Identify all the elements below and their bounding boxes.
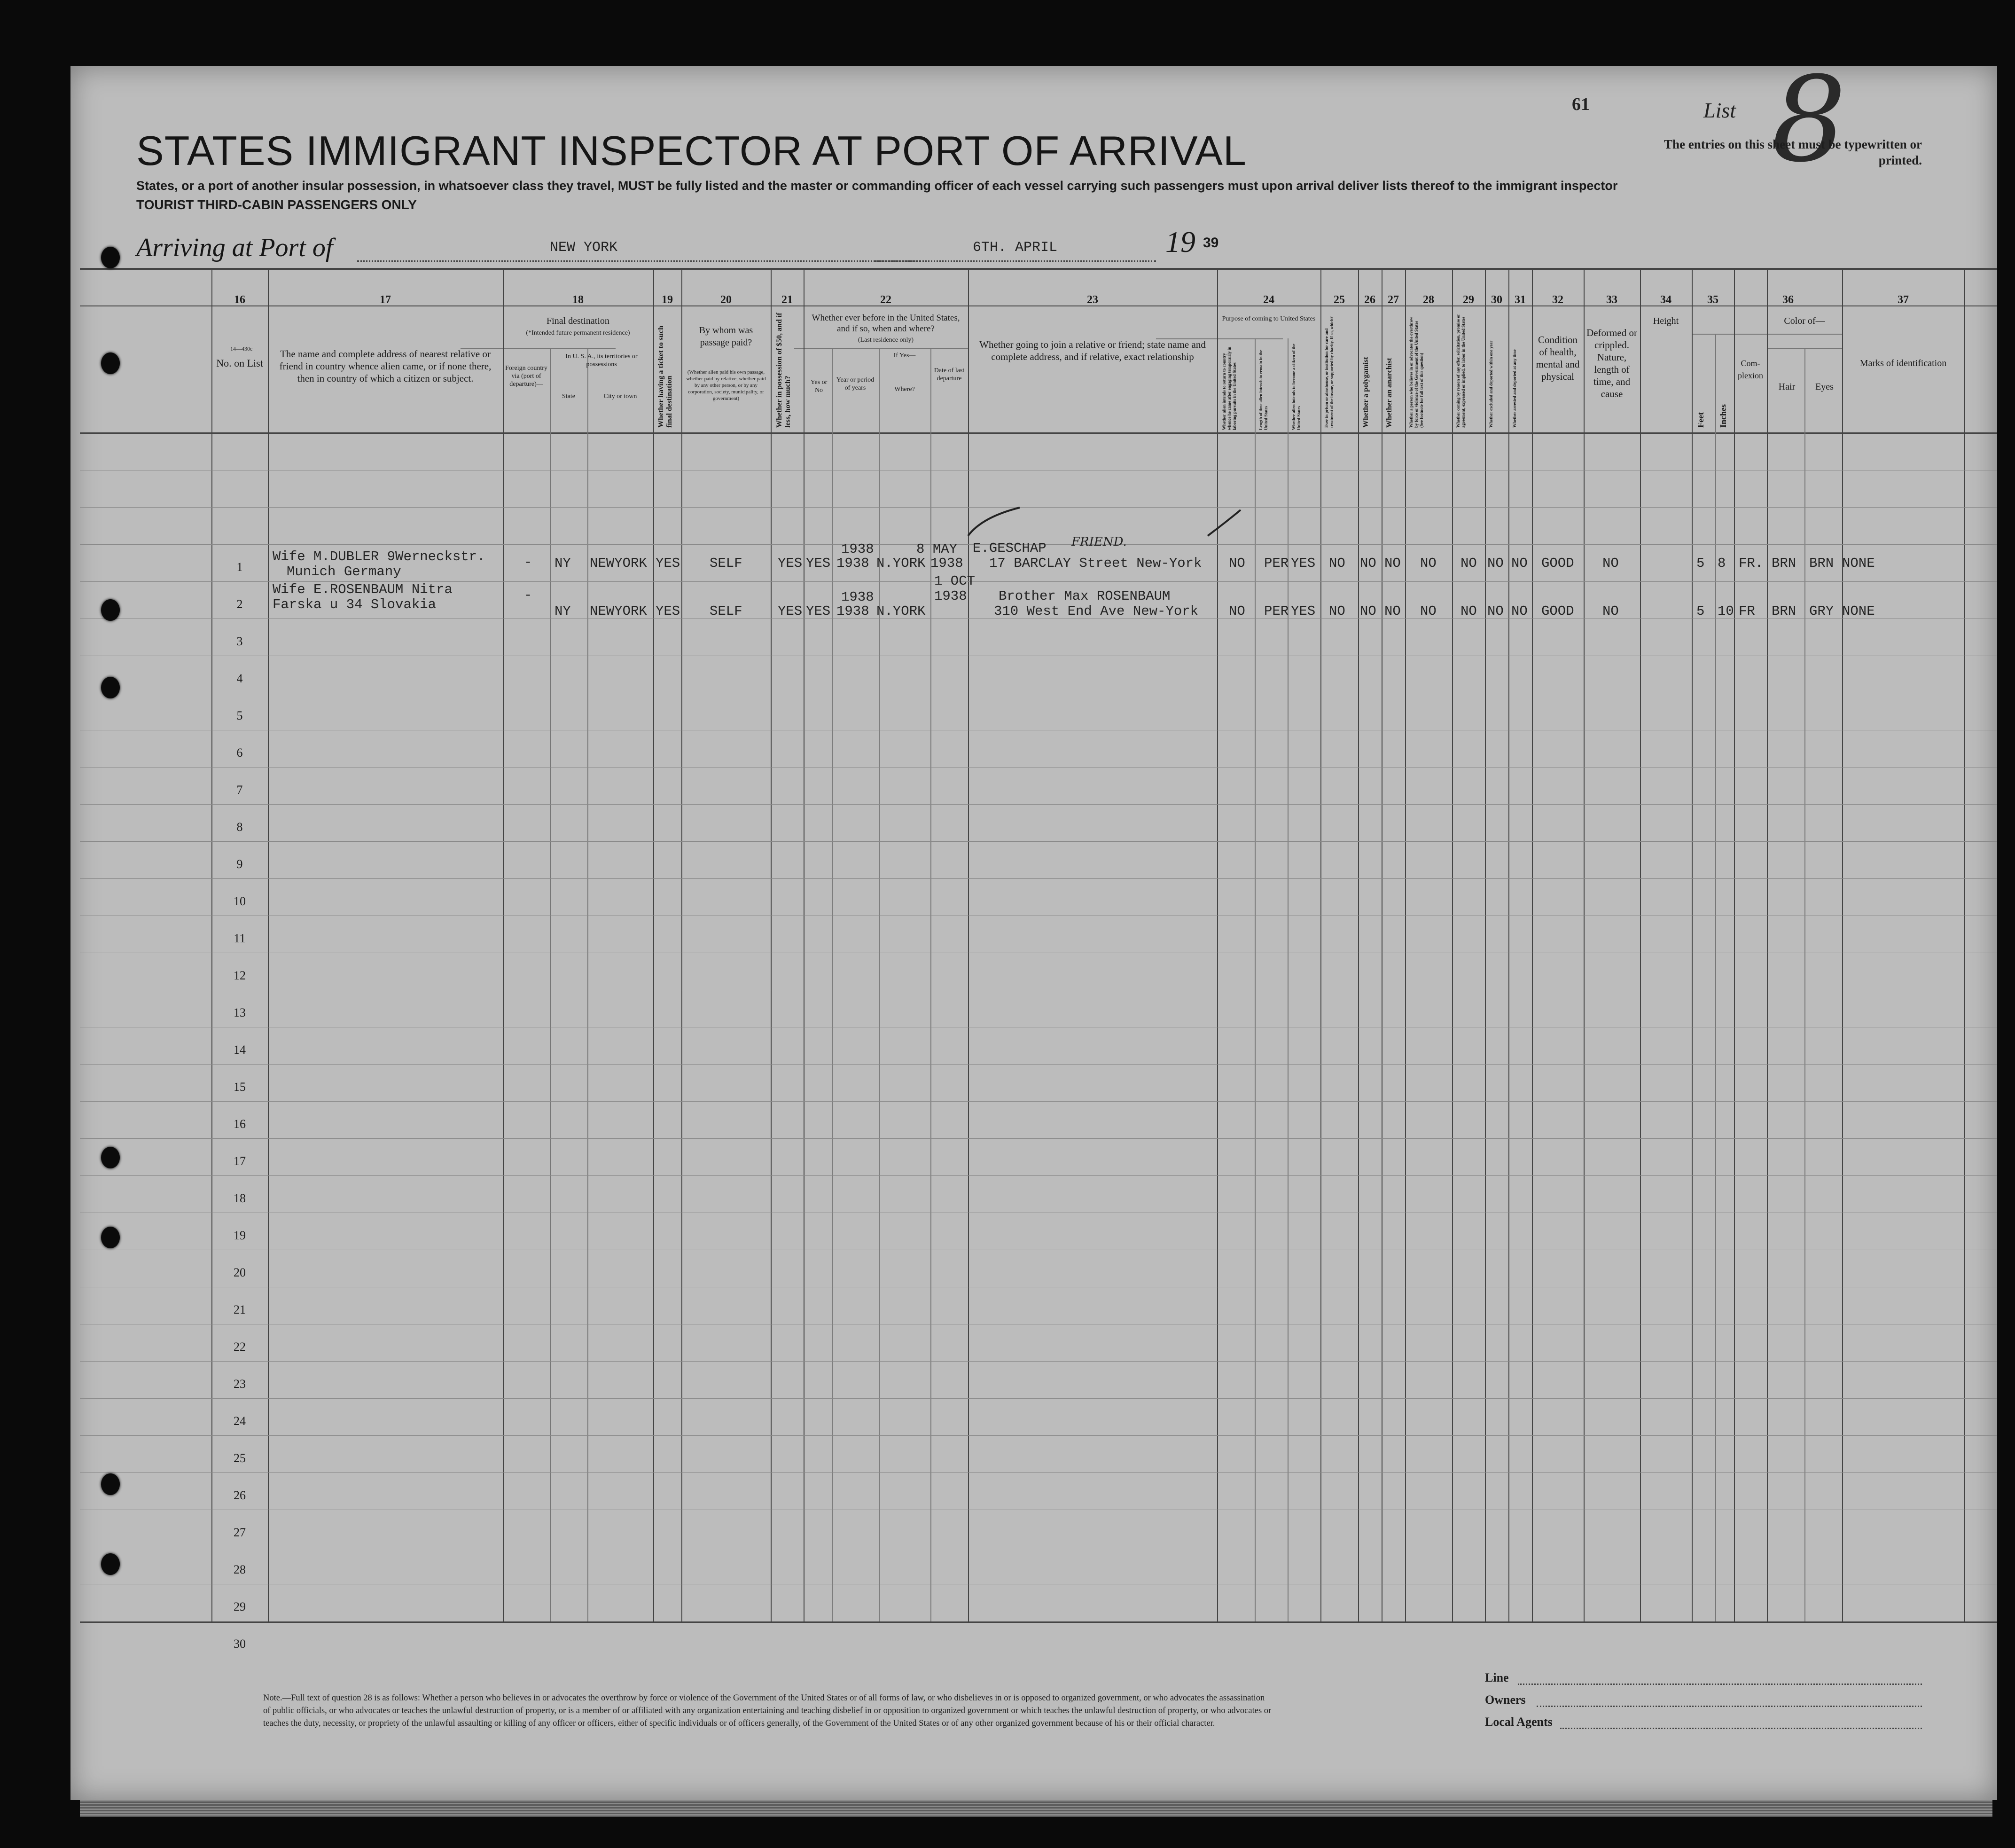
row-number: 24: [234, 1414, 246, 1428]
table-cell-complexion: FR.: [1739, 556, 1764, 571]
col-line: [1532, 268, 1533, 1621]
row-number: 17: [234, 1154, 246, 1168]
row-number: 16: [234, 1117, 246, 1131]
table-cell-relative: Farska u 34 Slovakia: [273, 597, 437, 612]
line-label: Line: [1485, 1671, 1509, 1684]
header-excluded: Whether excluded and deported within one year: [1489, 340, 1493, 428]
binder-hole: [101, 1473, 120, 1495]
header-usa: In U. S. A., its territories or possessions: [565, 353, 638, 368]
row-line: [80, 1472, 1997, 1473]
row-number: 22: [234, 1340, 246, 1354]
list-number: 8: [1772, 51, 1847, 188]
table-cell-paid-by: SELF: [710, 603, 742, 619]
row-number: 15: [234, 1080, 246, 1094]
header-height: Height: [1653, 316, 1679, 326]
table-cell-foreign: -: [524, 587, 532, 603]
header-list-number: No. on List: [216, 357, 263, 369]
header-relative: The name and complete address of nearest relative or friend in country whence alien came, or if none there, then in country of which a citizen or subject.: [279, 348, 492, 384]
colnum-29: 29: [1463, 294, 1474, 306]
col-line: [771, 268, 772, 1621]
header-before-note: (Last residence only): [858, 337, 914, 344]
row-line: [80, 1435, 1997, 1436]
table-cell-prison: NO: [1329, 556, 1345, 571]
colnum-23: 23: [1087, 294, 1098, 306]
header-purpose-b: Length of time alien intends to remain in the United States: [1258, 350, 1268, 430]
col-line: [653, 268, 654, 1621]
table-cell-excluded: NO: [1487, 603, 1504, 619]
table-cell-deformed: NO: [1602, 603, 1619, 619]
header-state: State: [562, 393, 575, 400]
row-number: 27: [234, 1526, 246, 1539]
table-cell-departure: 1938: [934, 588, 967, 604]
table-cell-city: NEWYORK: [590, 603, 647, 619]
col-line: [1964, 268, 1965, 1621]
table-cell-ticket: YES: [656, 603, 680, 619]
colnum-32: 32: [1552, 294, 1563, 306]
header-prison: Ever in prison or almshouse, or institution for care and treatment of the insane, or supported by charity. If so, which?: [1324, 316, 1334, 428]
header-bottom-border: [80, 432, 1997, 434]
header-hair: Hair: [1778, 382, 1796, 392]
table-cell-inches: 8: [1718, 556, 1726, 571]
colnum-16: 16: [234, 294, 245, 306]
table-cell-join-address: 310 West End Ave New-York: [994, 603, 1199, 619]
table-cell-health: GOOD: [1541, 556, 1574, 571]
table-cell-departure-top: 1 OCT: [934, 573, 976, 589]
row-number: 13: [234, 1006, 246, 1019]
binder-hole: [101, 599, 120, 621]
row-line: [80, 804, 1997, 805]
manifest-table: [80, 268, 1997, 1651]
header-purpose: Purpose of coming to United States: [1222, 315, 1316, 322]
row-number: 30: [234, 1637, 246, 1651]
table-cell-p24c: YES: [1291, 556, 1316, 571]
table-cell-city: NEWYORK: [590, 556, 647, 571]
header-purpose-a: Whether alien intends to return to country whence he came after engaging temporarily in laboring pursuits in the United States: [1222, 346, 1237, 430]
table-cell-eyes: BRN: [1809, 556, 1834, 571]
table-cell-paid-by: SELF: [710, 556, 742, 571]
row-number: 20: [234, 1266, 246, 1279]
col-line: [1320, 268, 1321, 1621]
col-line: [1405, 268, 1406, 1621]
table-cell-p24a: NO: [1229, 603, 1245, 619]
colnum-17: 17: [380, 294, 391, 306]
table-cell-join-name: E.GESCHAP: [973, 540, 1047, 556]
table-cell-foreign: -: [524, 555, 532, 570]
header-where: Where?: [894, 386, 915, 393]
header-complexion: Com-plexion: [1738, 359, 1763, 380]
colnum-18: 18: [572, 294, 584, 306]
row-line: [80, 1138, 1997, 1139]
table-cell-join-address: 17 BARCLAY Street New-York: [989, 556, 1202, 571]
table-cell-complexion: FR: [1739, 603, 1755, 619]
row-number: 10: [234, 894, 246, 908]
header-deformed: Deformed or crippled. Nature, length of time, and cause: [1586, 327, 1637, 399]
col-line: [1508, 268, 1509, 1621]
table-cell-before: YES: [806, 556, 831, 571]
header-polygamist: Whether a polygamist: [1362, 357, 1370, 428]
table-cell-money: YES: [778, 556, 803, 571]
colnum-20: 20: [720, 294, 732, 306]
col-line: [1715, 334, 1716, 1621]
table-cell-anarchist: NO: [1384, 556, 1401, 571]
table-cell-prison: NO: [1329, 603, 1345, 619]
row-number: 2: [236, 597, 243, 611]
line-field: [1518, 1684, 1922, 1685]
binder-hole: [101, 1553, 120, 1575]
header-overthrow: Whether a person who believes in or advocates the overthrow by force or violence of the Government of the United States (See footnote for full text of this question): [1409, 317, 1424, 428]
row-line: [80, 841, 1997, 842]
table-cell-feet: 5: [1696, 556, 1705, 571]
handwritten-strokes: [963, 503, 1245, 540]
row-number: 6: [236, 746, 243, 760]
row-number: 1: [236, 560, 243, 574]
col-line: [268, 268, 269, 1621]
table-cell-before: YES: [806, 603, 831, 619]
row-number: 14: [234, 1043, 246, 1057]
table-cell-departure-top: 8 MAY: [916, 541, 958, 557]
table-cell-period: 1938: [836, 603, 869, 619]
local-agents-label: Local Agents: [1485, 1715, 1553, 1729]
page-title: STATES IMMIGRANT INSPECTOR AT PORT OF ARRIVAL: [136, 127, 1247, 174]
port-dotted-line: [357, 260, 921, 262]
date-field: 6TH. APRIL: [973, 240, 1058, 256]
col-line: [1217, 268, 1218, 1621]
table-cell-arrested: NO: [1511, 556, 1528, 571]
row-number: 19: [234, 1229, 246, 1242]
row-number: 7: [236, 783, 243, 797]
colnum-33: 33: [1606, 294, 1617, 306]
header-final-destination-note: (*Intended future permanent residence): [526, 329, 630, 337]
col-line: [930, 348, 931, 1621]
binder-hole: [101, 352, 120, 374]
table-cell-state: NY: [555, 603, 571, 619]
binder-hole: [101, 247, 120, 268]
row-number: 29: [234, 1600, 246, 1613]
colnum-27: 27: [1388, 294, 1399, 306]
colnum-35: 35: [1707, 294, 1718, 306]
colnum-28: 28: [1423, 294, 1434, 306]
binder-hole: [101, 1147, 120, 1168]
header-departure: Date of last departure: [934, 367, 965, 382]
col-line: [832, 348, 833, 1621]
table-cell-anarchist: NO: [1384, 603, 1401, 619]
colnum-21: 21: [781, 294, 793, 306]
colnum-31: 31: [1515, 294, 1526, 306]
table-cell-health: GOOD: [1541, 603, 1574, 619]
table-cell-relative: Wife E.ROSENBAUM Nitra: [273, 582, 453, 597]
header-inches: Inches: [1718, 404, 1728, 428]
owners-field: [1537, 1706, 1922, 1707]
table-cell-period-top: 1938: [841, 589, 874, 605]
table-cell-eyes: GRY: [1809, 603, 1834, 619]
row-line: [80, 878, 1997, 879]
row-number: 11: [234, 932, 246, 945]
table-cell-polygamist: NO: [1360, 603, 1376, 619]
col-line: [1485, 268, 1486, 1621]
row-line: [80, 1398, 1997, 1399]
col-line: [1767, 268, 1768, 1621]
header-anarchist: Whether an anarchist: [1385, 358, 1393, 428]
row-number: 8: [236, 820, 243, 834]
row-line: [80, 1361, 1997, 1362]
header-color: Color of—: [1784, 316, 1825, 326]
entries-note: The entries on this sheet must be typewritten or printed.: [1664, 137, 1922, 167]
footnote-q28: Note.—Full text of question 28 is as follows: Whether a person who believes in or advocates the overthrow by force or violence of the Government of the United States or of all forms of law, or who disbelieves in or is opposed to organized government, or who advocates the assassination of public officials, or who advocates or teaches the unlawful destruction of property, or is a member of or affiliated with any organization entertaining and teaching disbelief in or opposition to organized government or which teaches the unlawful destruction of property, or who advocates or teaches the duty, necessity, or propriety of the unlawful assaulting or killing of any officer or officers, either of specific individuals or of officers generally, of the Government of the United States or of any other organized government because of his or their official character.: [263, 1693, 1272, 1728]
row-number: 12: [234, 969, 246, 982]
date-dotted-line: [874, 260, 1156, 262]
table-cell-ticket: YES: [656, 556, 680, 571]
colnum-26: 26: [1364, 294, 1375, 306]
table-cell-overthrow: NO: [1420, 556, 1437, 571]
table-cell-feet: 5: [1696, 603, 1705, 619]
header-labor-offer: Whether coming by reason of any offer, solicitation, promise or agreement, expressed or implied, to labor in the United States: [1456, 314, 1466, 428]
col-line: [681, 268, 682, 1621]
row-line: [80, 1064, 1997, 1065]
header-yes-no: Yes or No: [810, 379, 828, 394]
table-cell-join-name: Brother Max ROSENBAUM: [999, 588, 1171, 604]
passenger-class-label: TOURIST THIRD-CABIN PASSENGERS ONLY: [136, 197, 417, 212]
table-cell-deformed: NO: [1602, 556, 1619, 571]
colnum-19: 19: [662, 294, 673, 306]
col-line: [968, 268, 969, 1621]
header-passage-note: (Whether alien paid his own passage, whether paid by relative, whether paid by any other person, or by any corporation, society, municipality, or government): [686, 369, 766, 401]
col-line: [503, 268, 504, 1621]
colnum-30: 30: [1491, 294, 1502, 306]
col-line: [211, 268, 212, 1621]
table-cell-money: YES: [778, 603, 803, 619]
table-cell-overthrow: NO: [1420, 603, 1437, 619]
port-field: NEW YORK: [550, 240, 618, 256]
col-line: [1358, 268, 1359, 1621]
colnum-36: 36: [1782, 294, 1794, 306]
table-cell-p24b: PER: [1264, 556, 1289, 571]
header-purpose-c: Whether alien intends to become a citizen of the United States: [1291, 344, 1301, 430]
table-cell-p24a: NO: [1229, 556, 1245, 571]
table-cell-period: 1938: [836, 556, 869, 571]
row-number: 9: [236, 857, 243, 871]
header-before-in-us: Whether ever before in the United States, and if so, when and where?: [812, 313, 960, 334]
header-foreign-country: Foreign country via (port of departure)—: [505, 365, 547, 388]
sheet-number: 61: [1572, 94, 1590, 114]
table-cell-where: N.YORK: [876, 556, 926, 571]
table-cell-join-relation: FRIEND.: [1071, 535, 1127, 549]
colnum-34: 34: [1660, 294, 1671, 306]
table-cell-relative: Wife M.DUBLER 9Werneckstr.: [273, 549, 485, 564]
header-eyes: Eyes: [1815, 382, 1834, 392]
header-join-relative: Whether going to join a relative or friend; state name and complete address, and if relative, exact relationship: [979, 339, 1206, 362]
sheet-edge: [80, 1800, 1992, 1817]
colnum-25: 25: [1334, 294, 1345, 306]
table-cell-arrested: NO: [1511, 603, 1528, 619]
col-line: [1842, 268, 1843, 1621]
col-line: [1584, 268, 1585, 1621]
form-code-top: 14—430c: [230, 345, 253, 352]
header-arrested: Whether arrested and deported at any time: [1512, 349, 1517, 428]
table-cell-p24c: YES: [1291, 603, 1316, 619]
header-health: Condition of health, mental and physical: [1536, 334, 1580, 382]
row-number: 4: [236, 672, 243, 685]
row-number: 21: [234, 1303, 246, 1316]
header-passage-paid: By whom was passage paid?: [699, 325, 753, 348]
col-line: [1804, 348, 1805, 1621]
header-money: Whether in possession of $50, and if less, how much?: [775, 313, 792, 428]
local-agents-field: [1560, 1728, 1922, 1729]
header-marks: Marks of identification: [1859, 358, 1947, 368]
table-cell-hair: BRN: [1772, 603, 1796, 619]
binder-hole: [101, 677, 120, 698]
col-line: [879, 348, 880, 1621]
table-cell-labor: NO: [1460, 603, 1477, 619]
col-line: [1692, 268, 1693, 1621]
header-ticket: Whether having a ticket to such final destination: [657, 325, 673, 428]
row-number: 3: [236, 634, 243, 648]
row-number: 23: [234, 1377, 246, 1391]
table-cell-excluded: NO: [1487, 556, 1504, 571]
page-subtitle: States, or a port of another insular possession, in whatsoever class they travel, MUST be fully listed and the master or commanding officer of each vessel carrying such passengers must upon arrival deliver lists thereof to the immigrant inspector: [136, 179, 1618, 193]
header-city: City or town: [603, 393, 637, 400]
table-cell-inches: 10: [1718, 603, 1734, 619]
row-line: [80, 1175, 1997, 1176]
header-period: Year or period of years: [836, 376, 875, 392]
table-cell-period-top: 1938: [841, 541, 874, 557]
table-cell-state: NY: [555, 556, 571, 571]
table-cell-p24b: PER: [1264, 603, 1289, 619]
owners-label: Owners: [1485, 1693, 1526, 1707]
col-line: [1734, 268, 1735, 1621]
manifest-sheet: [70, 51, 1997, 1800]
table-cell-relative: Munich Germany: [287, 564, 401, 579]
table-cell-marks: NONE: [1842, 556, 1875, 571]
col-line: [1255, 338, 1256, 1621]
table-cell-marks: NONE: [1842, 603, 1875, 619]
c22-subline: [794, 348, 968, 349]
row-number: 28: [234, 1563, 246, 1576]
list-label: List: [1703, 98, 1736, 122]
table-cell-departure: 1938: [930, 556, 963, 571]
col-line: [587, 348, 588, 1621]
row-number: 26: [234, 1488, 246, 1502]
header-feet: Feet: [1696, 412, 1705, 428]
year-prefix: 19: [1165, 225, 1195, 258]
col-line: [1452, 268, 1453, 1621]
table-cell-labor: NO: [1460, 556, 1477, 571]
colnum-24: 24: [1263, 294, 1274, 306]
col-line: [1288, 338, 1289, 1621]
row-line: [80, 1101, 1997, 1102]
year-field: 39: [1203, 235, 1219, 251]
row-number: 5: [236, 709, 243, 722]
binder-hole: [101, 1227, 120, 1248]
table-cell-where: N.YORK: [876, 603, 926, 619]
row-number: 18: [234, 1191, 246, 1205]
table-top-border: [80, 268, 1997, 270]
table-cell-hair: BRN: [1772, 556, 1796, 571]
row-number: 25: [234, 1451, 246, 1465]
header-final-destination: Final destination: [547, 316, 609, 326]
col-line: [550, 348, 551, 1621]
table-bottom-border: [80, 1621, 1997, 1623]
col-line: [1640, 268, 1641, 1621]
colnum-22: 22: [880, 294, 891, 306]
table-cell-polygamist: NO: [1360, 556, 1376, 571]
header-if-yes: If Yes—: [893, 352, 916, 359]
colnum-37: 37: [1898, 294, 1909, 306]
arriving-label: Arriving at Port of: [136, 233, 333, 262]
